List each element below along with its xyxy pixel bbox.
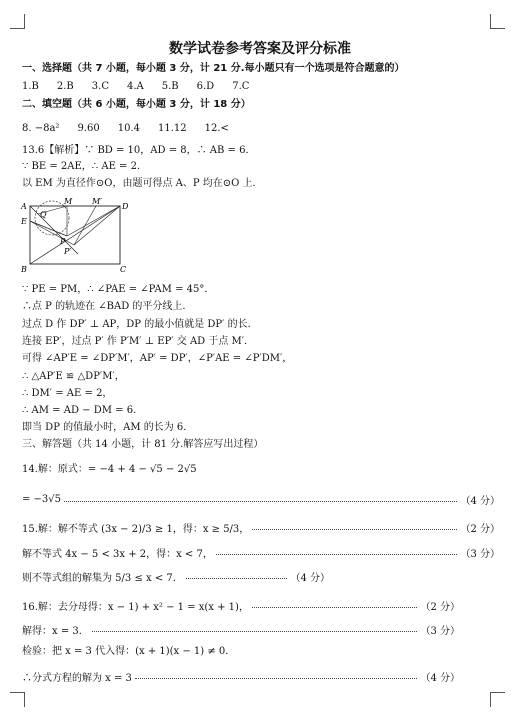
q16-step-4: ∴分式方程的解为 x = 3	[22, 673, 132, 684]
section3-heading: 三、解答题（共 14 小题，计 81 分.解答应写出过程）	[22, 439, 264, 450]
leader-dots	[252, 529, 457, 530]
q13-line-12: 即当 DP 的值最小时，AM 的长为 6．	[22, 422, 194, 433]
q15-score-3: （4 分）	[290, 573, 330, 584]
crop-mark-top-right	[490, 14, 505, 29]
q16-step-1: 16.解：去分母得：x − 1) + x² − 1 = x(x + 1)，	[22, 602, 249, 613]
label-p: P	[60, 237, 66, 246]
crop-mark-bottom-left	[10, 692, 25, 707]
label-q: Q	[40, 210, 47, 219]
q14-score: （4 分）	[460, 496, 500, 507]
q16-score-2: （3 分）	[420, 626, 460, 637]
answer-5: 5.B	[161, 81, 179, 92]
q13-line-6: 过点 D 作 DP′ ⊥ AP，DP 的最小值就是 DP′ 的长．	[22, 319, 258, 330]
answer-6: 6.D	[196, 81, 215, 92]
q13-line-11: ∴ AM = AD − DM = 6．	[22, 405, 144, 416]
q15-score-1: （2 分）	[460, 524, 500, 535]
q13-line-4: ∵ PE = PM，∴ ∠PAE = ∠PAM = 45°．	[22, 284, 215, 295]
q13-line-7: 连接 EP′，过点 P′ 作 P′M′ ⊥ EP′ 交 AD 于点 M′．	[22, 336, 255, 347]
section1-answers	[22, 80, 500, 93]
q13-line-10: ∴ DM′ = AE = 2，	[22, 388, 113, 399]
section2-answers	[22, 122, 500, 135]
q16-score-4: （4 分）	[420, 673, 460, 684]
answer-4: 4.A	[126, 81, 144, 92]
label-e: E	[21, 217, 27, 226]
label-m-prime: M′	[92, 197, 103, 206]
q15-line-3	[22, 569, 330, 584]
leader-dots	[64, 501, 457, 502]
q16-line-1	[22, 598, 460, 613]
label-b: B	[21, 265, 27, 274]
leader-dots	[135, 678, 418, 679]
section1-heading: 一、选择题（共 7 小题，每小题 3 分，计 21 分.每小题只有一个选项是符合题意的）	[22, 63, 405, 74]
q16-score-1: （2 分）	[420, 602, 460, 613]
leader-dots	[252, 607, 418, 608]
answer-12: 12.<	[204, 123, 229, 134]
label-p-prime: P′	[64, 247, 72, 256]
answer-7: 7.C	[232, 81, 250, 92]
q16-line-4	[22, 669, 460, 684]
page-title: 数学试卷参考答案及评分标准	[169, 41, 351, 57]
q13-line-2: ∵ BE = 2AE，∴ AE = 2．	[22, 161, 147, 172]
section2-heading: 二、填空题（共 6 小题，每小题 3 分，计 18 分）	[22, 99, 251, 110]
q13-line-1: 13.6【解析】∵ BD = 10，AD = 8，∴ AB = 6．	[22, 145, 256, 156]
q13-line-3: 以 EM 为直径作⊙O，由题可得点 A、P 均在⊙O 上．	[22, 178, 263, 189]
leader-dots	[216, 554, 458, 555]
answer-2: 2.B	[56, 81, 74, 92]
segment-dp2	[74, 206, 120, 245]
answer-11: 11.12	[157, 123, 187, 134]
segment-ep	[30, 221, 67, 236]
q13-line-5: ∴点 P 的轨迹在 ∠BAD 的平分线上．	[22, 301, 193, 312]
leader-dots	[92, 631, 418, 632]
label-c: C	[120, 265, 127, 274]
label-d: D	[122, 202, 129, 211]
q15-line-1	[22, 520, 500, 535]
segment-ep2	[30, 221, 74, 245]
leader-dots	[186, 578, 288, 579]
crop-mark-top-left	[10, 14, 25, 29]
q15-step-1: 15.解：解不等式 (3x − 2)/3 ≥ 1，得：x ≥ 5/3，	[22, 524, 250, 535]
geometry-diagram	[20, 196, 132, 276]
q15-step-3: 则不等式组的解集为 5/3 ≤ x < 7．	[22, 573, 183, 584]
q13-line-8: 可得 ∠AP′E = ∠DP′M′，AP′ = DP′，∠P′AE = ∠P′DM′，	[22, 353, 293, 364]
q16-line-2	[22, 622, 460, 637]
answer-8: 8. −8a²	[22, 123, 60, 134]
label-a: A	[21, 202, 27, 211]
answer-9: 9.60	[77, 123, 100, 134]
answer-1: 1.B	[22, 81, 39, 92]
q16-step-2: 解得：x = 3．	[22, 626, 89, 637]
q15-line-2	[22, 545, 500, 560]
answer-10: 10.4	[117, 123, 140, 134]
q15-step-2: 解不等式 4x − 5 < 3x + 2，得：x < 7，	[22, 549, 213, 560]
q15-score-2: （3 分）	[460, 549, 500, 560]
q14-result: = −3√5	[22, 494, 62, 505]
q14-line-2	[22, 492, 500, 507]
label-m: M	[64, 197, 73, 206]
q16-line-3: 检验：把 x = 3 代入得：(x + 1)(x − 1) ≠ 0．	[22, 646, 236, 657]
crop-mark-bottom-right	[490, 692, 505, 707]
q13-line-9: ∴ △AP′E ≌ △DP′M′，	[22, 371, 125, 382]
q14-line-1: 14.解：原式：= −4 + 4 − √5 − 2√5	[22, 464, 197, 475]
answer-3: 3.C	[91, 81, 109, 92]
